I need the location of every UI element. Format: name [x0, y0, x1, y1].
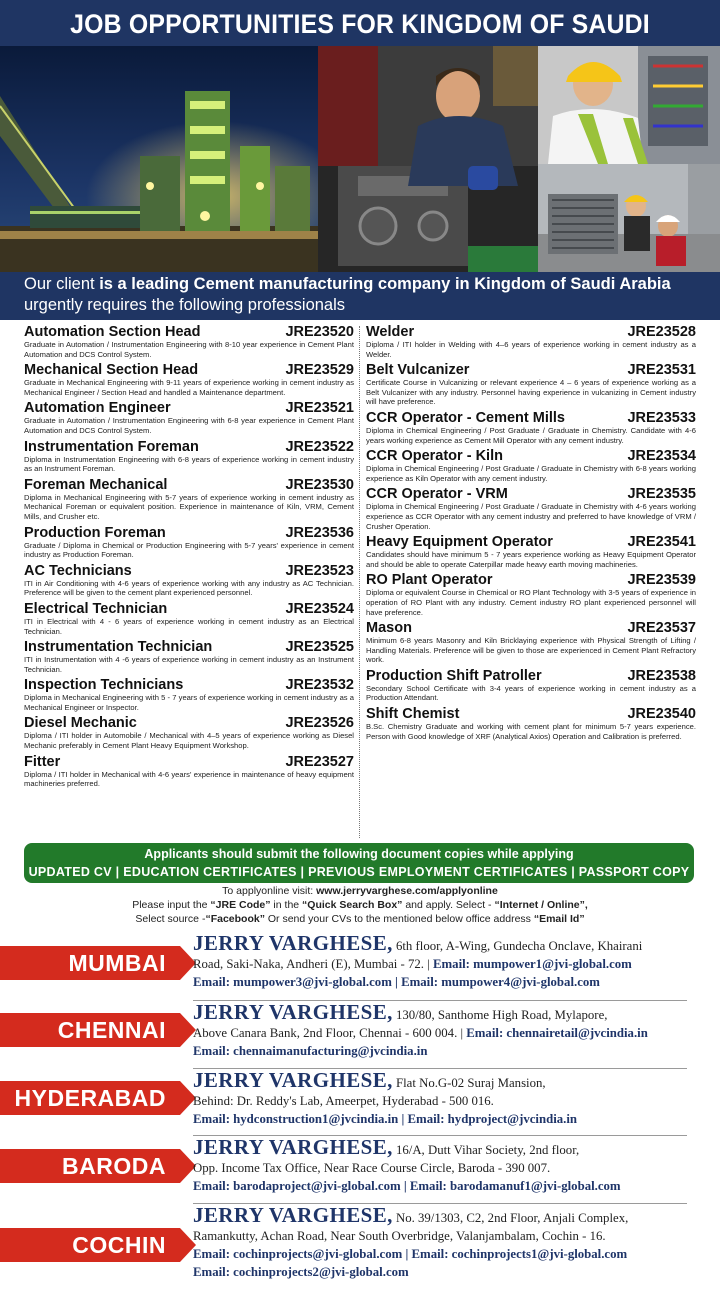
job-title: Shift Chemist	[366, 706, 460, 723]
office-baroda	[193, 1135, 703, 1195]
address-line-1: No. 39/1303, C2, 2nd Floor, Anjali Complex,	[392, 1211, 629, 1225]
intro-line2: urgently requires the following professionals	[24, 296, 346, 314]
job-header	[366, 572, 696, 588]
address-line-1: 6th floor, A-Wing, Gundecha Onclave, Khairani	[392, 939, 643, 953]
photo-collage	[0, 46, 720, 272]
city-label-cochin: COCHIN	[0, 1228, 180, 1262]
job-listing	[24, 477, 354, 522]
job-title: Instrumentation Technician	[24, 639, 213, 656]
job-header	[24, 324, 354, 340]
email-links[interactable]: Email: barodaproject@jvi-global.com | Email: barodamanuf1@jvi-global.com	[193, 1179, 621, 1193]
job-title: Mechanical Section Head	[24, 362, 199, 379]
office-line-1	[193, 1000, 703, 1024]
job-header	[24, 439, 354, 455]
address-line-2: Ramankutty, Achan Road, Near South Overbridge, Valanjambalam, Cochin - 16.	[193, 1229, 606, 1243]
instruction-text: Select source -	[135, 913, 206, 925]
job-code: JRE23541	[627, 534, 696, 551]
job-header	[366, 362, 696, 378]
job-description: B.Sc. Chemistry Graduate and working with cement plant for minimum 5-7 years experience. Person with Good knowledge of XRF (Analytical Axios) Operation and Calibration is preferred.	[366, 722, 696, 741]
job-description: Diploma / ITI holder in Mechanical with 4-6 years' experience in maintenance of heavy equipment machineries preferred.	[24, 769, 354, 789]
job-title: Electrical Technician	[24, 600, 168, 617]
job-listing	[366, 572, 696, 617]
job-listing	[24, 563, 354, 598]
job-header	[366, 410, 696, 426]
documents-heading: Applicants should submit the following document copies while applying	[144, 847, 574, 861]
job-code: JRE23524	[285, 600, 354, 617]
job-description: Diploma / ITI holder in Automobile / Mechanical with 4–5 years of experience working as Diesel Mechanic preferably in Cement Plant Heavy Equipment Workshop.	[24, 731, 354, 751]
job-listing	[24, 525, 354, 560]
job-header	[24, 677, 354, 693]
documents-list: UPDATED CV | EDUCATION CERTIFICATES | PREVIOUS EMPLOYMENT CERTIFICATES | PASSPORT COPY	[28, 865, 690, 879]
job-title: Mason	[366, 620, 412, 637]
email-id-label: “Email Id”	[533, 913, 585, 925]
job-description: Secondary School Certificate with 3-4 years of experience working in cement industry as a Production Attendant.	[366, 683, 696, 703]
office-chennai	[193, 1000, 703, 1060]
job-header	[24, 639, 354, 655]
job-code: JRE23527	[285, 753, 354, 770]
address-line-2: Above Canara Bank, 2nd Floor, Chennai - 600 004. |	[193, 1026, 467, 1040]
mechanic-photo	[318, 46, 538, 272]
job-header	[366, 620, 696, 636]
job-title: Automation Engineer	[24, 400, 171, 417]
city-label-chennai: CHENNAI	[0, 1013, 180, 1047]
job-title: Foreman Mechanical	[24, 476, 168, 493]
city-label-hyderabad: HYDERABAD	[0, 1081, 180, 1115]
job-listings	[0, 320, 720, 840]
job-code: JRE23528	[627, 324, 696, 340]
job-title: Instrumentation Foreman	[24, 438, 199, 455]
brand-name: JERRY VARGHESE,	[193, 931, 393, 955]
job-description: Graduate / Diploma in Chemical or Production Engineering with 5-7 years' experience in cement industry as Production Foreman.	[24, 540, 354, 560]
job-listing	[366, 448, 696, 483]
jre-code-label: “JRE Code”	[210, 899, 271, 911]
job-title: CCR Operator - VRM	[366, 486, 508, 503]
job-title: RO Plant Operator	[366, 572, 493, 589]
job-title: Diesel Mechanic	[24, 715, 137, 732]
job-header	[24, 477, 354, 493]
job-header	[366, 668, 696, 684]
address-line-1: 16/A, Dutt Vihar Society, 2nd floor,	[392, 1143, 580, 1157]
job-title: Production Foreman	[24, 524, 166, 541]
job-code: JRE23539	[627, 572, 696, 589]
office-cochin	[193, 1203, 703, 1281]
job-code: JRE23520	[285, 324, 354, 340]
electrical-engineer-photo	[538, 46, 720, 164]
instruction-line-3	[60, 912, 660, 926]
job-description: Graduate in Mechanical Engineering with 9-11 years of experience working in cement industry as Mechanical Engineer / Section Head and handled a Maintenance department.	[24, 378, 354, 397]
job-listing	[366, 486, 696, 531]
job-code: JRE23533	[627, 409, 696, 426]
apply-instructions	[60, 884, 660, 926]
job-listing	[366, 668, 696, 703]
job-header	[366, 324, 696, 340]
instruction-text: and apply. Select -	[402, 899, 495, 911]
job-code: JRE23526	[285, 715, 354, 732]
job-title: Automation Section Head	[24, 324, 201, 340]
job-description: Diploma or equivalent Course in Chemical or RO Plant Technology with 3-5 years of experience in operation of RO Plant with any industry. Cement industry RO plant experienced personnel will have preference.	[366, 588, 696, 617]
address-line-2: Behind: Dr. Reddy's Lab, Ameerpet, Hyderabad - 500 016.	[193, 1094, 494, 1108]
instruction-text: To applyonline visit:	[222, 885, 317, 897]
job-header	[24, 754, 354, 770]
job-header	[24, 400, 354, 416]
job-title: Production Shift Patroller	[366, 667, 542, 684]
job-listing	[366, 706, 696, 741]
job-title: Welder	[366, 324, 415, 340]
job-listing	[24, 677, 354, 712]
apply-url-link[interactable]: www.jerryvarghese.com/applyonline	[316, 885, 498, 897]
job-description: Minimum 6-8 years Masonry and Kiln Bricklaying experience with Physical Strength of Lifting / Handling Materials. Preference will be given to those are experienced in Cement Plant Refractory work.	[366, 636, 696, 665]
facebook-label: “Facebook”	[205, 913, 265, 925]
job-description: ITI in Electrical with 4 - 6 years of experience working in cement industry as an Electrical Technician.	[24, 616, 354, 636]
job-header	[24, 563, 354, 579]
city-label-baroda: BARODA	[0, 1149, 180, 1183]
job-description: Certificate Course in Vulcanizing or relevant experience 4 – 6 years of experience working as a Belt Vulcanizer with any industry. Personnel having experience in vulcanizing in Cement industry will have preference.	[366, 378, 696, 407]
job-title: Heavy Equipment Operator	[366, 534, 553, 551]
ac-technicians-photo	[538, 164, 720, 272]
instruction-text: in the	[270, 899, 303, 911]
job-code: JRE23538	[627, 667, 696, 684]
office-line-1	[193, 931, 703, 955]
intro-prefix: Our client	[24, 275, 100, 293]
instruction-line-1	[60, 884, 660, 898]
job-code: JRE23530	[285, 476, 354, 493]
email-links[interactable]: Email: cochinprojects@jvi-global.com | Email: cochinprojects1@jvi-global.com	[193, 1247, 628, 1261]
job-title: Belt Vulcanizer	[366, 362, 470, 379]
instruction-text: Please input the	[132, 899, 211, 911]
engineer-illustration	[538, 46, 720, 164]
job-code: JRE23529	[285, 362, 354, 379]
job-description: Diploma in Chemical Engineering / Post Graduate / Graduate in Chemistry. Candidate with 4-6 years working experience as Cement Mill Operator with any cement industry.	[366, 425, 696, 445]
cement-plant-illustration	[0, 46, 318, 272]
job-title: CCR Operator - Cement Mills	[366, 409, 565, 426]
job-listing	[366, 620, 696, 665]
address-line-1: 130/80, Santhome High Road, Mylapore,	[392, 1008, 608, 1022]
job-code: JRE23532	[285, 677, 354, 694]
job-listing	[24, 439, 354, 474]
job-description: ITI in Air Conditioning with 4-6 years of experience working with any industry as AC Technician. Preference will be given to the cement plant experienced personnel.	[24, 578, 354, 598]
email-links[interactable]: Email: mumpower3@jvi-global.com | Email: mumpower4@jvi-global.com	[193, 975, 600, 989]
email-links[interactable]: Email: chennaimanufacturing@jvcindia.in	[193, 1044, 428, 1058]
cement-plant-photo	[0, 46, 318, 272]
job-column-right	[366, 324, 696, 744]
internet-online-label: “Internet / Online”,	[494, 899, 588, 911]
job-header	[24, 715, 354, 731]
job-code: JRE23537	[627, 620, 696, 637]
brand-name: JERRY VARGHESE,	[193, 1068, 393, 1092]
job-description: Candidates should have minimum 5 - 7 years experience working as Heavy Equipment Operator and should be able to operate Caterpillar made heavy earth moving machineries.	[366, 550, 696, 569]
ac-technicians-illustration	[538, 164, 720, 272]
email-link[interactable]: Email: chennairetail@jvcindia.in	[466, 1026, 648, 1040]
brand-name: JERRY VARGHESE,	[193, 1135, 393, 1159]
brand-name: JERRY VARGHESE,	[193, 1203, 393, 1227]
office-line-1	[193, 1203, 703, 1227]
job-description: Diploma in Mechanical Engineering with 5 - 7 years of experience working in cement industry as a Mechanical Engineer or Inspector.	[24, 693, 354, 712]
job-listing	[366, 362, 696, 407]
mechanic-illustration	[318, 46, 538, 272]
email-link[interactable]: Email: mumpower1@jvi-global.com	[432, 957, 632, 971]
job-description: ITI in Instrumentation with 4 -6 years of experience working in cement industry as an Instrument Technician.	[24, 655, 354, 674]
job-listing	[24, 601, 354, 636]
office-line-1	[193, 1068, 703, 1092]
job-header	[24, 525, 354, 541]
job-code: JRE23531	[627, 362, 696, 379]
instruction-line-2	[60, 898, 660, 912]
email-link[interactable]: Email: cochinprojects2@jvi-global.com	[193, 1265, 409, 1279]
job-header	[366, 706, 696, 722]
quick-search-label: “Quick Search Box”	[302, 899, 403, 911]
intro-highlight: is a leading Cement manufacturing company in Kingdom of Saudi Arabia	[99, 275, 671, 293]
job-description: Diploma / ITI holder in Welding with 4–6 years of experience working in cement industry as a Welder.	[366, 340, 696, 359]
office-line-2	[193, 1024, 703, 1042]
job-title: CCR Operator - Kiln	[366, 448, 503, 465]
job-title: Inspection Technicians	[24, 677, 184, 694]
job-code: JRE23536	[285, 524, 354, 541]
column-divider	[359, 326, 360, 838]
job-header	[366, 486, 696, 502]
office-line-2	[193, 955, 703, 973]
job-listing	[366, 410, 696, 445]
job-listing	[24, 639, 354, 674]
job-code: JRE23523	[285, 562, 354, 579]
job-listing	[24, 754, 354, 789]
job-listing	[24, 400, 354, 435]
job-header	[366, 534, 696, 550]
job-description: Diploma in Mechanical Engineering with 5-7 years of experience working in cement industry as Mechanical Foreman or equivalent position. Experience in maintenance of Kiln, VRM, Cement Mills, and Crusher etc.	[24, 492, 354, 521]
job-code: JRE23522	[285, 438, 354, 455]
job-description: Diploma in Instrumentation Engineering with 6-8 years of experience working in cement industry as an Instrument Foreman.	[24, 454, 354, 474]
job-code: JRE23521	[285, 400, 354, 417]
job-description: Graduate in Automation / Instrumentation Engineering with 8-10 year experience in Cement Plant Automation and DCS Control System.	[24, 340, 354, 359]
office-hyderabad	[193, 1068, 703, 1128]
job-code: JRE23525	[285, 639, 354, 656]
job-listing	[366, 324, 696, 359]
address-line-2: Road, Saki-Naka, Andheri (E), Mumbai - 72. |	[193, 957, 433, 971]
job-column-left	[24, 324, 354, 792]
address-line-1: Flat No.G-02 Suraj Mansion,	[392, 1076, 546, 1090]
office-mumbai	[193, 931, 703, 991]
job-header	[24, 362, 354, 378]
instruction-text: Or send your CVs to the mentioned below office address	[264, 913, 534, 925]
job-description: Graduate in Automation / Instrumentation Engineering with 6-8 year experience in Cement Plant Automation and DCS Control System.	[24, 416, 354, 435]
brand-name: JERRY VARGHESE,	[193, 1000, 393, 1024]
job-description: Diploma in Chemical Engineering / Post Graduate / Graduate in Chemistry with 4-6 years working experience as CCR Operator with any cement industry and preferred to have knowledge of VRM / Crusher Operation.	[366, 502, 696, 531]
email-links[interactable]: Email: hydconstruction1@jvcindia.in | Email: hydproject@jvcindia.in	[193, 1112, 578, 1126]
job-listing	[24, 362, 354, 397]
job-description: Diploma in Chemical Engineering / Post Graduate / Graduate in Chemistry with 6-8 years working experience as Kiln Operator with any cement industry.	[366, 464, 696, 483]
job-listing	[24, 715, 354, 750]
intro-text	[24, 274, 714, 316]
job-listing	[366, 534, 696, 569]
job-code: JRE23534	[627, 448, 696, 465]
job-title: AC Technicians	[24, 562, 132, 579]
office-line-1	[193, 1135, 703, 1159]
job-code: JRE23540	[627, 706, 696, 723]
page-title: JOB OPPORTUNITIES FOR KINGDOM OF SAUDI	[70, 9, 650, 39]
job-header	[366, 448, 696, 464]
header-banner	[0, 0, 720, 320]
job-code: JRE23535	[627, 486, 696, 503]
city-label-mumbai: MUMBAI	[0, 946, 180, 980]
required-documents-banner	[24, 843, 694, 883]
job-header	[24, 601, 354, 617]
job-listing	[24, 324, 354, 359]
job-title: Fitter	[24, 753, 61, 770]
address-line-2: Opp. Income Tax Office, Near Race Course Circle, Baroda - 390 007.	[193, 1161, 551, 1175]
